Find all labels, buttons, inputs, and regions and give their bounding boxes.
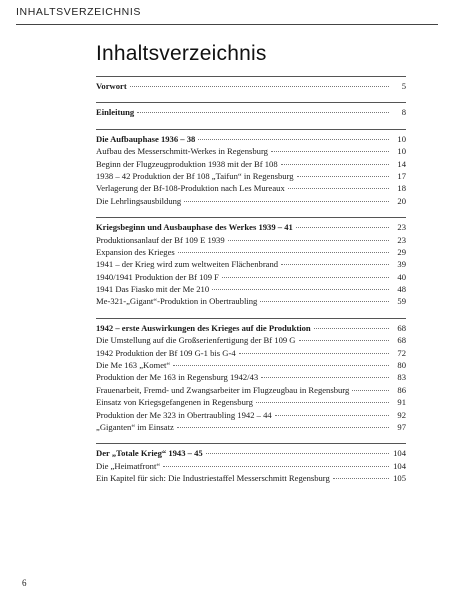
toc-entry-title: Expansion des Krieges (96, 246, 175, 257)
toc-page-number: 5 (401, 81, 406, 91)
dot-leader (296, 227, 389, 228)
toc-entry-title: Einsatz von Kriegsgefangenen in Regensburg (96, 397, 253, 408)
toc-page-number: 10 (397, 133, 406, 144)
toc-entry (96, 271, 406, 283)
toc-entry-title: Produktion der Me 323 in Obertraubling 1942 – 44 (96, 409, 272, 420)
toc-entry-title: Vorwort (96, 81, 127, 91)
toc-page-number: 80 (397, 360, 406, 371)
dot-leader (271, 151, 389, 152)
toc-entry (96, 195, 406, 207)
toc-chapter-entry (96, 221, 406, 233)
dot-leader (178, 252, 389, 253)
toc-entry-title: Beginn der Flugzeugproduktion 1938 mit der Bf 108 (96, 158, 278, 169)
toc-page-number: 39 (397, 259, 406, 270)
dot-leader (281, 164, 389, 165)
toc-page-number: 105 (393, 473, 406, 484)
toc-page-number: 40 (397, 271, 406, 282)
toc-chapter-entry (96, 80, 406, 92)
toc-entry (96, 258, 406, 270)
toc-page-number: 18 (397, 183, 406, 194)
dot-leader (222, 277, 389, 278)
toc-page-number: 68 (397, 322, 406, 333)
toc-section (96, 129, 406, 207)
toc-entry (96, 384, 406, 396)
toc-chapter-entry (96, 133, 406, 145)
toc-chapter-entry (96, 106, 406, 118)
toc-page-number: 23 (397, 222, 406, 233)
dot-leader (281, 264, 389, 265)
toc-entry-title: 1940/1941 Produktion der Bf 109 F (96, 271, 219, 282)
toc-page-number: 29 (397, 246, 406, 257)
toc-entry-title: Me-321-„Gigant“-Produktion in Obertraubling (96, 296, 258, 307)
toc-entry-title: Produktion der Me 163 in Regensburg 1942/43 (96, 372, 259, 383)
toc-page-number: 72 (397, 347, 406, 358)
toc-entry-title: „Giganten“ im Einsatz (96, 421, 174, 432)
toc-entry (96, 396, 406, 408)
toc-entry-title: Frauenarbeit, Fremd- und Zwangsarbeiter im Flugzeugbau in Regensburg (96, 384, 350, 395)
toc-section (96, 443, 406, 484)
toc-page-number: 91 (397, 397, 406, 408)
toc-entry-title: Die Umstellung auf die Großserienfertigung der Bf 109 G (96, 335, 296, 346)
toc-page-number: 8 (401, 107, 406, 118)
dot-leader (137, 112, 389, 113)
toc-entry (96, 421, 406, 433)
toc-page-number: 48 (397, 284, 406, 295)
dot-leader (297, 176, 389, 177)
toc-page-number: 68 (397, 335, 406, 346)
toc-chapter-entry (96, 447, 406, 459)
dot-leader (239, 353, 389, 354)
toc-page-number: 83 (397, 372, 406, 383)
toc-entry-title: Einleitung (96, 107, 135, 118)
dot-leader (177, 427, 389, 428)
dot-leader (288, 188, 389, 189)
toc-entry (96, 359, 406, 371)
toc-entry (96, 170, 406, 182)
toc-entry (96, 234, 406, 246)
toc-entry-title: 1942 Produktion der Bf 109 G-1 bis G-4 (96, 347, 236, 358)
toc-entry-title: Aufbau des Messerschmitt-Werkes in Regensburg (96, 146, 268, 157)
toc-section (96, 217, 406, 308)
toc-entry (96, 371, 406, 383)
dot-leader (198, 139, 389, 140)
toc-entry-title: Der „Totale Krieg“ 1943 – 45 (96, 448, 203, 459)
toc-section (96, 102, 406, 118)
toc-page-number: 14 (397, 158, 406, 169)
table-of-contents (96, 76, 406, 485)
dot-leader (256, 402, 389, 403)
toc-entry-title: Ein Kapitel für sich: Die Industriestaffel Messerschmitt Regensburg (96, 473, 330, 484)
dot-leader (352, 390, 389, 391)
toc-page-number: 97 (397, 421, 406, 432)
dot-leader (299, 340, 389, 341)
dot-leader (163, 466, 389, 467)
toc-entry-title: Kriegsbeginn und Ausbauphase des Werkes 1939 – 41 (96, 222, 293, 233)
dot-leader (184, 201, 389, 202)
toc-entry (96, 334, 406, 346)
dot-leader (206, 453, 389, 454)
dot-leader (260, 301, 389, 302)
toc-entry-title: 1941 Das Fiasko mit der Me 210 (96, 284, 210, 295)
toc-page-number: 20 (397, 195, 406, 206)
dot-leader (228, 240, 389, 241)
running-head: INHALTSVERZEICHNIS (16, 6, 141, 18)
dot-leader (261, 377, 389, 378)
toc-entry-title: 1942 – erste Auswirkungen des Krieges auf die Produktion (96, 322, 311, 333)
toc-entry-title: Die Aufbauphase 1936 – 38 (96, 133, 196, 144)
dot-leader (130, 86, 389, 87)
toc-entry (96, 460, 406, 472)
toc-page-number: 104 (393, 448, 406, 459)
toc-page-number: 23 (397, 234, 406, 245)
toc-entry-title: 1938 – 42 Produktion der Bf 108 „Taifun“ in Regensburg (96, 170, 294, 181)
toc-entry (96, 347, 406, 359)
toc-entry-title: 1941 – der Krieg wird zum weltweiten Flächenbrand (96, 259, 279, 270)
toc-entry-title: Verlagerung der Bf-108-Produktion nach Les Mureaux (96, 183, 285, 194)
dot-leader (275, 415, 389, 416)
toc-section (96, 318, 406, 434)
toc-entry-title: Produktionsanlauf der Bf 109 E 1939 (96, 234, 225, 245)
toc-entry (96, 145, 406, 157)
header-rule (16, 24, 438, 25)
toc-entry-title: Die Me 163 „Komet“ (96, 360, 171, 371)
toc-page-number: 59 (397, 296, 406, 307)
toc-page-number: 104 (393, 460, 406, 471)
toc-page-number: 92 (397, 409, 406, 420)
dot-leader (314, 328, 389, 329)
toc-entry (96, 158, 406, 170)
toc-entry (96, 182, 406, 194)
toc-chapter-entry (96, 322, 406, 334)
dot-leader (212, 289, 389, 290)
page-title: Inhaltsverzeichnis (96, 42, 267, 65)
toc-entry-title: Die „Heimatfront“ (96, 460, 161, 471)
toc-entry (96, 246, 406, 258)
toc-entry-title: Die Lehrlingsausbildung (96, 195, 182, 206)
dot-leader (173, 365, 389, 366)
toc-section (96, 76, 406, 92)
toc-page-number: 10 (397, 146, 406, 157)
toc-entry (96, 409, 406, 421)
toc-entry (96, 295, 406, 307)
dot-leader (333, 478, 389, 479)
toc-page-number: 17 (397, 170, 406, 181)
toc-page-number: 86 (397, 384, 406, 395)
page-number: 6 (22, 578, 27, 588)
toc-entry (96, 283, 406, 295)
toc-entry (96, 472, 406, 484)
